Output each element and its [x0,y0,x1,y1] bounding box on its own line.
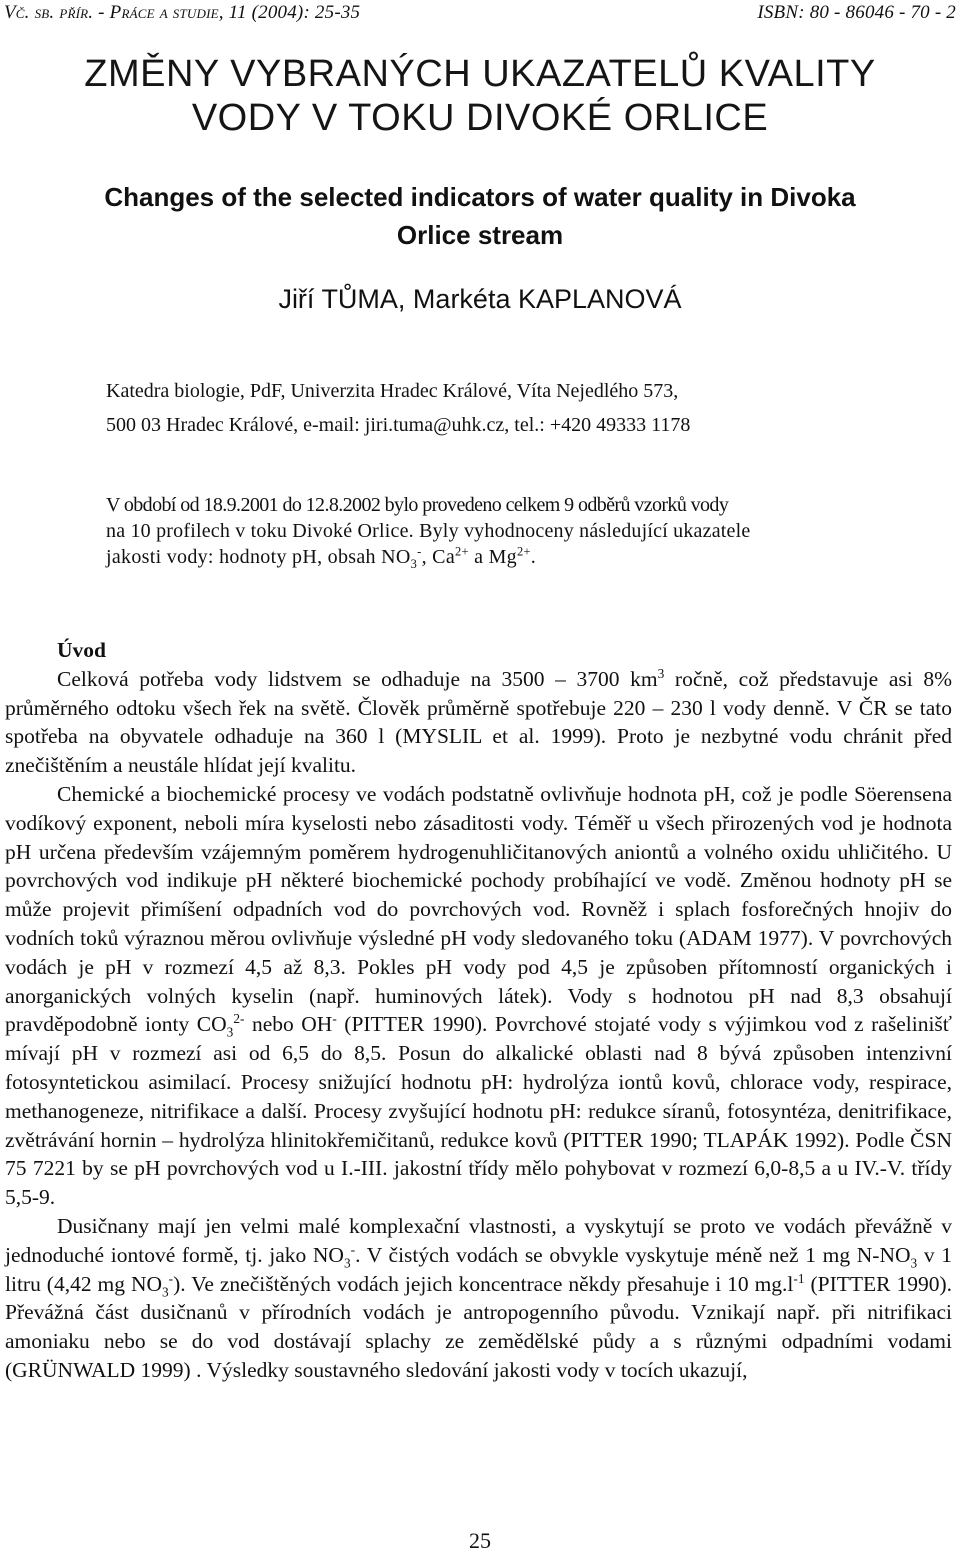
running-header [4,2,956,24]
title-line-1: ZMĚNY VYBRANÝCH UKAZATELŮ KVALITY [84,53,876,95]
subscript: 3 [910,1255,918,1271]
title-line-2: VODY V TOKU DIVOKÉ ORLICE [191,97,769,139]
subscript: 3 [343,1255,351,1271]
paragraph-text: . V čistých vodách se obvykle vyskytuje méně než 1 mg N-NO [355,1242,911,1267]
abstract-line-3 [106,544,870,570]
authors: Jiří TŮMA, Markéta KAPLANOVÁ [278,284,682,314]
abstract [106,492,870,570]
abstract-text: a Mg [468,546,517,568]
section-heading-uvod: Úvod [57,638,106,662]
affiliation-line-1: Katedra biologie, PdF, Univerzita Hradec Králové, Víta Nejedlého 573, [106,380,679,402]
superscript: 3 [657,665,665,681]
paragraph-text: (PITTER 1990). Povrchové stojaté vody s výjimkou vod z rašelinišť mívají pH v rozmezí asi od 6,5 do 8,5. Posun do alkalické oblasti nad 8 bývá způsoben intenzivní fotosyntetickou asimilací. Procesy snižující hodnotu pH: hydrolýza iontů kovů, chlorace vody, respirace, methanogeneze, nitrifikace a další. Procesy zvyšující hodnotu pH: redukce síranů, fotosyntéza, denitrifikace, zvětrávání hornin – hydrolýza hlinitokřemičitanů, redukce kovů (PITTER 1990; TLAPÁK 1992). Podle ČSN 75 7221 by se pH povrchových vod u I.-III. jakostní třídy mělo pohybovat v rozmezí 6,0-8,5 a u IV.-V. třídy 5,5-9. [5,1012,952,1210]
page-number: 25 [469,1528,491,1553]
abstract-line-1: V období od 18.9.2001 do 12.8.2002 bylo provedeno celkem 9 odběrů vzorků vody [106,494,729,516]
isbn: ISBN: 80 - 86046 - 70 - 2 [757,2,956,23]
paragraph-3 [5,1212,952,1385]
paragraph-text: Dusičnany mají jen velmi malé komplexační vlastnosti, a vyskytují se proto ve vodách převážně v jednoduché iontové formě, tj. jako NO [5,1213,952,1267]
paragraph-2 [5,780,952,1212]
paragraph-text: Chemické a biochemické procesy ve vodách podstatně ovlivňuje hodnota pH, což je podle Söerensena vodíkový exponent, neboli míra kyselosti nebo zásaditosti vody. Téměř u všech přirozených vod je hodnota pH určena především vzájemným poměrem hydrogenuhličitanových aniontů a volného oxidu uhličitého. U povrchových vod indikuje pH některé biochemické pochody probíhající ve vodě. Změnou hodnoty pH se může projevit přimíšení odpadních vod do povrchových vod. Rovněž i splach fosforečných hnojiv do vodních toků výraznou měrou ovlivňuje výsledné pH vody sledovaného toku (ADAM 1977). V povrchových vodách je pH v rozmezí 4,5 až 8,3. Pokles pH vody pod 4,5 je způsoben přítomností organických i anorganických volných kyselin (např. huminových látek). Vody s hodnotou pH nad 8,3 obsahují pravděpodobně ionty CO [5,781,952,1037]
affiliation [106,374,920,442]
affiliation-line-2: 500 03 Hradec Králové, e-mail: jiri.tuma@uhk.cz, tel.: +420 49333 1178 [106,414,691,436]
abstract-text: , Ca [421,546,455,568]
paper-title [0,52,960,140]
superscript: 2+ [455,544,469,559]
superscript: - [332,1011,337,1027]
subscript: 3 [226,1024,234,1040]
english-title-line-2: Orlice stream [396,220,564,250]
superscript: -1 [793,1270,805,1286]
abstract-text: . [530,546,537,568]
paragraph-text: (PITTER 1990). Převážná část dusičnanů v přírodních vodách je antropogenního původu. Vznikají např. při nitrifikaci amoniaku nebo se do vod dostávají splachy ze zemědělské půdy a s různými odpadními vodami (GRÜNWALD 1999) . Výsledky soustavného sledování jakosti vody v tocích ukazují, [5,1271,952,1382]
abstract-text: jakosti vody: hodnoty pH, obsah NO [106,546,411,568]
paragraph-1 [5,665,952,780]
paragraph-text: Celková potřeba vody lidstvem se odhaduje na 3500 – 3700 km [57,666,658,691]
superscript: - [168,1270,174,1286]
superscript: 2+ [516,544,531,559]
superscript: - [350,1241,356,1257]
abstract-line-2: na 10 profilech v toku Divoké Orlice. Byly vyhodnoceny následující ukazatele [106,520,751,542]
superscript: - [417,544,422,559]
english-title-line-1: Changes of the selected indicators of water quality in Divoka [104,182,856,212]
paragraph-text: ). Ve znečištěných vodách jejich koncentrace někdy přesahuje i 10 mg.l [173,1271,794,1296]
main-body [5,636,952,1385]
english-title [0,178,960,254]
paragraph-text: v 1 litru (4,42 mg NO [5,1242,953,1296]
superscript: 2- [233,1011,245,1027]
subscript: 3 [410,557,418,571]
journal-citation: Vč. sb. přír. - Práce a studie, 11 (2004): 25-35 [4,2,361,23]
paragraph-text: nebo OH [244,1012,333,1037]
paragraph-text: ročně, což představuje asi 8% průměrného odtoku všech řek na světě. Člověk průměrně spotřebuje 220 – 230 l vody denně. V ČR se tato spotřeba na obyvatele odhaduje na 360 l (MYSLIL et al. 1999). Proto je nezbytné vodu chránit před znečištěním a neustále hlídat její kvalitu. [5,666,953,778]
subscript: 3 [162,1283,169,1299]
